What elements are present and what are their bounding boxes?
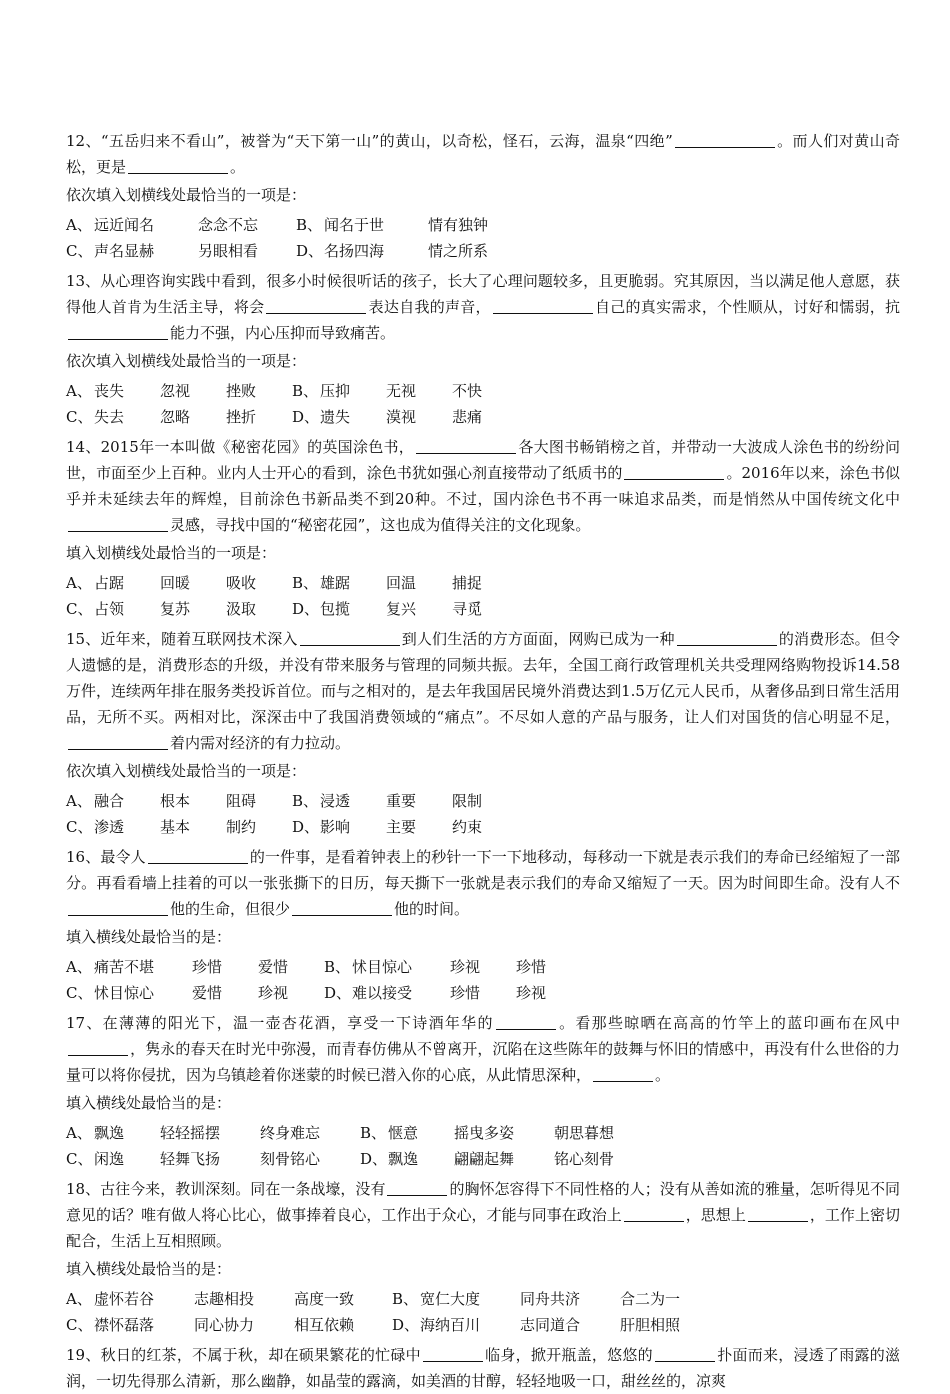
option-letter: D、 — [392, 1316, 420, 1334]
option-word: 襟怀磊落 — [94, 1316, 155, 1334]
option-word: 悲痛 — [452, 408, 483, 426]
option-word: 吸收 — [226, 574, 257, 592]
option-word: 相互依赖 — [294, 1316, 355, 1334]
option-word: 回暖 — [160, 574, 191, 592]
option-letter: C、 — [66, 818, 93, 836]
option-letter: C、 — [66, 242, 93, 260]
question-16 — [66, 844, 900, 1006]
option-word: 宽仁大度 — [420, 1290, 481, 1308]
blank-line — [68, 900, 168, 916]
option-word: 同心协力 — [194, 1316, 255, 1334]
option-letter: A、 — [66, 958, 92, 976]
blank-line — [423, 1346, 483, 1362]
option-word: 闻名于世 — [324, 216, 385, 234]
option-letter: B、 — [292, 792, 319, 810]
option-word: 挫败 — [226, 382, 257, 400]
option-word: 限制 — [452, 792, 483, 810]
option-word: 根本 — [160, 792, 191, 810]
option-word: 珍视 — [258, 984, 289, 1002]
option-word: 高度一致 — [294, 1290, 355, 1308]
option-word: 基本 — [160, 818, 191, 836]
option-word: 飘逸 — [388, 1150, 419, 1168]
option-letter: C、 — [66, 1150, 93, 1168]
blank-line — [593, 1066, 653, 1082]
blank-line — [266, 298, 366, 314]
option-word: 遗失 — [320, 408, 351, 426]
option-word: 珍惜 — [192, 958, 223, 976]
option-word: 朝思暮想 — [554, 1124, 615, 1142]
option-word: 回温 — [386, 574, 417, 592]
option-word: 无视 — [386, 382, 417, 400]
option-letter: C、 — [66, 600, 93, 618]
option-letter: D、 — [360, 1150, 388, 1168]
option-word: 约束 — [452, 818, 483, 836]
option-word: 远近闻名 — [94, 216, 155, 234]
option-letter: A、 — [66, 792, 92, 810]
blank-line — [416, 438, 516, 454]
option-word: 压抑 — [320, 382, 351, 400]
option-letter: D、 — [292, 600, 320, 618]
question-14 — [66, 434, 900, 622]
option-letter: D、 — [292, 818, 320, 836]
blank-line — [68, 734, 168, 750]
option-row — [66, 1146, 900, 1172]
option-word: 渗透 — [94, 818, 125, 836]
option-word: 雄踞 — [320, 574, 351, 592]
option-word: 忽略 — [160, 408, 191, 426]
option-word: 轻轻摇摆 — [160, 1124, 221, 1142]
option-word: 声名显赫 — [94, 242, 155, 260]
option-word: 珍视 — [516, 984, 547, 1002]
option-letter: D、 — [296, 242, 324, 260]
blank-line — [68, 1040, 128, 1056]
question-19 — [66, 1342, 900, 1394]
question-prompt: 填入横线处最恰当的是： — [66, 1094, 232, 1112]
option-word: 惬意 — [388, 1124, 419, 1142]
option-row — [66, 954, 900, 980]
option-letter: A、 — [66, 382, 92, 400]
option-letter: A、 — [66, 1290, 92, 1308]
option-word: 占领 — [94, 600, 125, 618]
option-word: 痛苦不堪 — [94, 958, 155, 976]
option-word: 难以接受 — [352, 984, 413, 1002]
option-letter: D、 — [324, 984, 352, 1002]
blank-line — [675, 132, 775, 148]
blank-line — [300, 630, 400, 646]
blank-line — [624, 464, 724, 480]
option-word: 情之所系 — [428, 242, 489, 260]
option-word: 珍惜 — [450, 984, 481, 1002]
option-word: 不快 — [452, 382, 483, 400]
option-word: 包揽 — [320, 600, 351, 618]
option-word: 飘逸 — [94, 1124, 125, 1142]
option-letter: A、 — [66, 574, 92, 592]
question-12 — [66, 128, 900, 264]
blank-line — [68, 516, 168, 532]
option-word: 阻碍 — [226, 792, 257, 810]
blank-line — [68, 324, 168, 340]
option-letter: D、 — [292, 408, 320, 426]
option-word: 复兴 — [386, 600, 417, 618]
option-word: 情有独钟 — [428, 216, 489, 234]
question-stem: 15、近年来，随着互联网技术深入 到人们生活的方方面面，网购已成为一种 的消费形态。但令人遗憾的是，消费形态的升级，并没有带来服务与管理的同频共振。去年，全国工商行政管理机关共受理网络购物投诉14.58万件，连续两年排在服务类投诉首位。而与之相对的，是去年我国居民境外消费达到1.5万亿元人民币，从奢侈品到日常生活用品，无所不买。两相对比，深深击中了我国消费领域的“痛点”。不尽如人意的产品与服务，让人们对国货的信心明显不足，着内需对经济的有力拉动。 — [66, 630, 900, 752]
option-row — [66, 378, 900, 404]
option-row — [66, 980, 900, 1006]
option-word: 轻舞飞扬 — [160, 1150, 221, 1168]
option-letter: C、 — [66, 984, 93, 1002]
option-word: 占踞 — [94, 574, 125, 592]
option-letter: C、 — [66, 408, 93, 426]
option-row — [66, 1312, 900, 1338]
option-word: 名扬四海 — [324, 242, 385, 260]
blank-line — [292, 900, 392, 916]
option-row — [66, 238, 900, 264]
option-word: 浸透 — [320, 792, 351, 810]
option-word: 怵目惊心 — [352, 958, 413, 976]
option-word: 融合 — [94, 792, 125, 810]
option-word: 志趣相投 — [194, 1290, 255, 1308]
option-word: 终身难忘 — [260, 1124, 321, 1142]
question-prompt: 填入划横线处最恰当的一项是： — [66, 544, 277, 562]
option-letter: A、 — [66, 1124, 92, 1142]
option-word: 寻觅 — [452, 600, 483, 618]
question-15 — [66, 626, 900, 840]
blank-line — [387, 1180, 447, 1196]
option-row — [66, 596, 900, 622]
option-letter: B、 — [292, 382, 319, 400]
option-word: 挫折 — [226, 408, 257, 426]
option-word: 同舟共济 — [520, 1290, 581, 1308]
question-18 — [66, 1176, 900, 1338]
blank-line — [748, 1206, 808, 1222]
option-letter: C、 — [66, 1316, 93, 1334]
option-word: 刻骨铭心 — [260, 1150, 321, 1168]
option-row — [66, 788, 900, 814]
question-prompt: 依次填入划横线处最恰当的一项是： — [66, 186, 307, 204]
question-stem: 19、秋日的红茶，不属于秋，却在硕果繁花的忙碌中 临身，掀开瓶盖，悠悠的 扑面而来，浸透了雨露的滋润，一切先得那么清新，那么幽静，如晶莹的露滴，如美酒的甘醇，轻轻地吸一口，甜丝丝的，凉爽 — [66, 1346, 900, 1390]
question-13 — [66, 268, 900, 430]
option-word: 虚怀若谷 — [94, 1290, 155, 1308]
question-stem: 18、古往今来，教训深刻。同在一条战壕，没有 的胸怀怎容得下不同性格的人；没有从善如流的雅量，怎听得见不同意见的话？唯有做人将心比心，做事捧着良心，工作出于众心，才能与同事在政治上 ，思想上 ，工作上密切配合，生活上互相照顾。 — [66, 1180, 900, 1250]
option-word: 丧失 — [94, 382, 125, 400]
blank-line — [655, 1346, 715, 1362]
option-word: 翩翩起舞 — [454, 1150, 515, 1168]
blank-line — [148, 848, 248, 864]
option-row — [66, 1120, 900, 1146]
option-word: 影响 — [320, 818, 351, 836]
option-word: 爱惜 — [258, 958, 289, 976]
option-word: 主要 — [386, 818, 417, 836]
option-word: 爱惜 — [192, 984, 223, 1002]
option-word: 另眼相看 — [198, 242, 259, 260]
option-word: 念念不忘 — [198, 216, 259, 234]
option-word: 肝胆相照 — [620, 1316, 681, 1334]
option-letter: B、 — [292, 574, 319, 592]
option-word: 失去 — [94, 408, 125, 426]
option-letter: B、 — [392, 1290, 419, 1308]
option-row — [66, 212, 900, 238]
option-row — [66, 404, 900, 430]
option-row — [66, 814, 900, 840]
option-word: 捕捉 — [452, 574, 483, 592]
blank-line — [493, 298, 593, 314]
option-word: 铭心刻骨 — [554, 1150, 615, 1168]
question-prompt: 填入横线处最恰当的是： — [66, 928, 232, 946]
question-prompt: 依次填入划横线处最恰当的一项是： — [66, 762, 307, 780]
option-word: 合二为一 — [620, 1290, 681, 1308]
option-word: 摇曳多姿 — [454, 1124, 515, 1142]
question-stem: 13、从心理咨询实践中看到，很多小时候很听话的孩子，长大了心理问题较多，且更脆弱。究其原因，当以满足他人意愿，获得他人首肯为生活主导，将会 表达自我的声音， 自己的真实需求，个性顺从，讨好和懦弱，抗能力不强，内心压抑而导致痛苦。 — [66, 272, 900, 342]
option-word: 汲取 — [226, 600, 257, 618]
blank-line — [128, 158, 228, 174]
option-word: 闲逸 — [94, 1150, 125, 1168]
option-row — [66, 570, 900, 596]
option-word: 志同道合 — [520, 1316, 581, 1334]
question-prompt: 填入横线处最恰当的是： — [66, 1260, 232, 1278]
question-stem: 16、最令人 的一件事，是看着钟表上的秒针一下一下地移动，每移动一下就是表示我们的寿命已经缩短了一部分。再看看墙上挂着的可以一张张撕下的日历，每天撕下一张就是表示我们的寿命又缩短了一天。因为时间即生命。没有人不他的生命，但很少 他的时间。 — [66, 848, 900, 918]
question-17 — [66, 1010, 900, 1172]
question-stem: 17、在薄薄的阳光下，温一壶杏花酒，享受一下诗酒年华的 。看那些晾晒在高高的竹竿上的蓝印画布在风中，隽永的春天在时光中弥漫，而青春仿佛从不曾离开，沉陷在这些陈年的鼓舞与怀旧的情感中，再没有什么世俗的力量可以将你侵扰，因为乌镇趁着你迷蒙的时候已潜入你的心底，从此情思深种， 。 — [66, 1014, 900, 1084]
question-stem: 14、2015年一本叫做《秘密花园》的英国涂色书， 各大图书畅销榜之首，并带动一大波成人涂色书的纷纷问世，市面至少上百种。业内人士开心的看到，涂色书犹如强心剂直接带动了纸质书的 。2016年以来，涂色书似乎并未延续去年的辉煌，目前涂色书新品类不到20种。不过，国内涂色书不再一味追求品类，而是悄然从中国传统文化中灵感，寻找中国的“秘密花园”，这也成为值得关注的文化现象。 — [66, 438, 900, 534]
option-word: 忽视 — [160, 382, 191, 400]
option-word: 怵目惊心 — [94, 984, 155, 1002]
option-word: 珍惜 — [516, 958, 547, 976]
option-letter: A、 — [66, 216, 92, 234]
blank-line — [496, 1014, 556, 1030]
option-word: 制约 — [226, 818, 257, 836]
blank-line — [624, 1206, 684, 1222]
option-word: 珍视 — [450, 958, 481, 976]
option-row — [66, 1286, 900, 1312]
option-word: 复苏 — [160, 600, 191, 618]
option-word: 漠视 — [386, 408, 417, 426]
option-word: 海纳百川 — [420, 1316, 481, 1334]
question-prompt: 依次填入划横线处最恰当的一项是： — [66, 352, 307, 370]
option-word: 重要 — [386, 792, 417, 810]
option-letter: B、 — [324, 958, 351, 976]
option-letter: B、 — [296, 216, 323, 234]
option-letter: B、 — [360, 1124, 387, 1142]
blank-line — [677, 630, 777, 646]
question-stem: 12、“五岳归来不看山”，被誉为“天下第一山”的黄山，以奇松，怪石，云海，温泉“四绝” 。而人们对黄山奇松，更是 。 — [66, 132, 900, 176]
